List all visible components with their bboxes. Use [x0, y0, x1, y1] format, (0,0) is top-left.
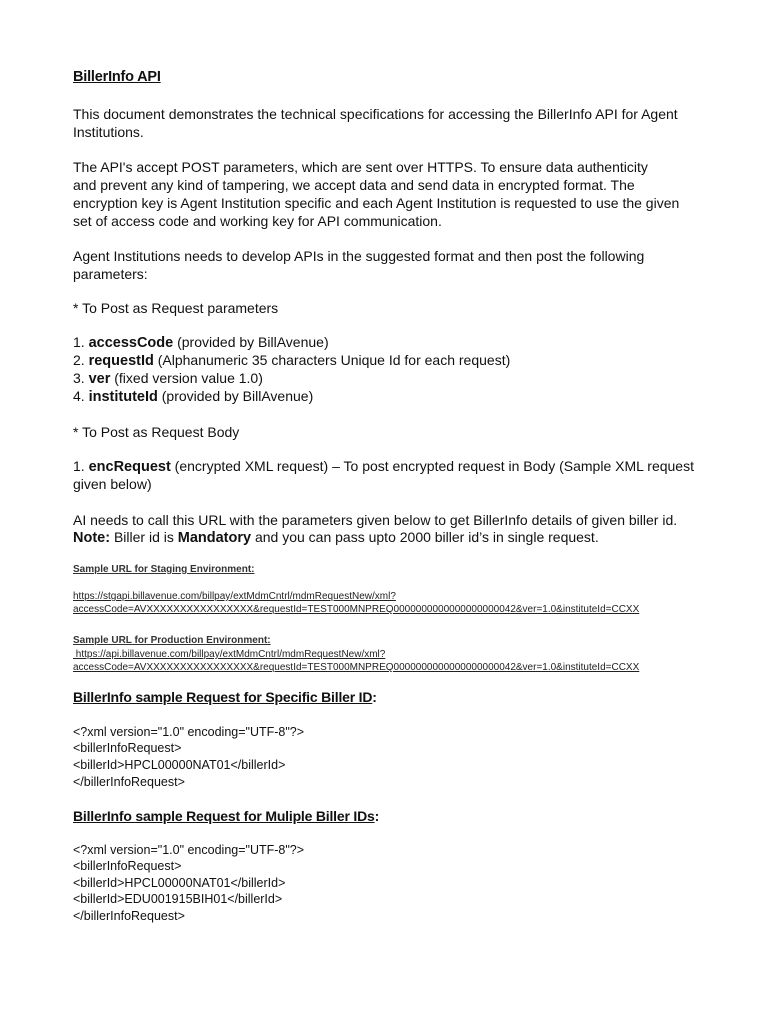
- list-item: [73, 369, 263, 388]
- xml-line: </billerInfoRequest>: [73, 775, 185, 789]
- ai-instruction-line: AI needs to call this URL with the parameters given below to get BillerInfo details of given biller id.: [73, 512, 678, 528]
- param-desc-continued: given below): [73, 476, 152, 492]
- url-line[interactable]: https://api.billavenue.com/billpay/extMdmCntrl/mdmRequestNew/xml?: [73, 649, 386, 660]
- section-heading: BillerInfo sample Request for Specific Biller ID: [73, 689, 373, 705]
- param-desc: (encrypted XML request) – To post encrypted request in Body (Sample XML request: [174, 458, 694, 474]
- paragraph-line: and prevent any kind of tampering, we accept data and send data in encrypted format. The: [73, 177, 635, 193]
- production-url-link[interactable]: [73, 648, 639, 674]
- xml-line: <?xml version="1.0" encoding="UTF-8"?>: [73, 843, 305, 857]
- url-line[interactable]: https://stgapi.billavenue.com/billpay/extMdmCntrl/mdmRequestNew/xml?: [73, 591, 396, 602]
- param-name: ver: [88, 371, 111, 387]
- xml-line: <billerId>EDU001915BIH01</billerId>: [73, 892, 283, 906]
- xml-line: <billerInfoRequest>: [73, 859, 182, 873]
- param-name: encRequest: [88, 459, 171, 475]
- list-item: [73, 457, 694, 476]
- heading-colon: :: [374, 808, 380, 824]
- list-item: [73, 387, 313, 406]
- list-number: 3.: [73, 370, 85, 386]
- param-name: instituteId: [88, 389, 158, 405]
- note-text: Biller id is: [113, 529, 174, 545]
- intro-paragraph: This document demonstrates the technical specifications for accessing the BillerInfo API for Agent Institutions.: [73, 106, 678, 140]
- production-url-heading: Sample URL for Production Environment:: [73, 635, 271, 646]
- sample1-heading: [73, 688, 377, 706]
- url-line[interactable]: accessCode=AVXXXXXXXXXXXXXXXX&requestId=TEST000MNPREQ0000000000000000000042&ver=1.0&instituteId=CCXX: [73, 604, 640, 615]
- param-desc: (fixed version value 1.0): [114, 370, 263, 386]
- paragraph-line: parameters:: [73, 266, 148, 282]
- paragraph-line: encryption key is Agent Institution specific and each Agent Institution is requested to use the given: [73, 195, 680, 211]
- sample2-heading: [73, 807, 379, 825]
- param-name: requestId: [88, 353, 154, 369]
- request-params-heading: * To Post as Request parameters: [73, 300, 279, 316]
- xml-line: <billerInfoRequest>: [73, 741, 182, 755]
- note-text: and you can pass upto 2000 biller id’s in single request.: [254, 529, 599, 545]
- param-desc: (provided by BillAvenue): [177, 334, 329, 350]
- note-label: Note:: [73, 530, 111, 546]
- xml-line: </billerInfoRequest>: [73, 909, 185, 923]
- paragraph-line: set of access code and working key for API communication.: [73, 213, 442, 229]
- page-title: BillerInfo API: [73, 69, 161, 85]
- list-item: [73, 333, 329, 352]
- url-line[interactable]: accessCode=AVXXXXXXXXXXXXXXXX&requestId=TEST000MNPREQ0000000000000000000042&ver=1.0&instituteId=CCXX: [73, 662, 640, 673]
- paragraph-line: The API's accept POST parameters, which are sent over HTTPS. To ensure data authenticity: [73, 159, 648, 175]
- section-heading: BillerInfo sample Request for Muliple Biller IDs: [73, 808, 375, 824]
- request-body-heading: * To Post as Request Body: [73, 424, 240, 440]
- xml-line: <billerId>HPCL00000NAT01</billerId>: [73, 876, 286, 890]
- note-line: [73, 528, 599, 547]
- xml-line: <?xml version="1.0" encoding="UTF-8"?>: [73, 725, 305, 739]
- heading-colon: :: [372, 689, 377, 705]
- staging-url-link[interactable]: [73, 590, 639, 616]
- list-number: 2.: [73, 352, 85, 368]
- list-number: 1.: [73, 334, 85, 350]
- param-desc: (Alphanumeric 35 characters Unique Id for each request): [157, 352, 511, 368]
- param-name: accessCode: [88, 335, 174, 351]
- list-item: [73, 351, 510, 370]
- paragraph-line: Agent Institutions needs to develop APIs in the suggested format and then post the following: [73, 248, 645, 264]
- staging-url-heading: Sample URL for Staging Environment:: [73, 564, 255, 575]
- list-number: 1.: [73, 458, 85, 474]
- xml-line: <billerId>HPCL00000NAT01</billerId>: [73, 758, 286, 772]
- mandatory-label: Mandatory: [177, 530, 252, 546]
- param-desc: (provided by BillAvenue): [161, 388, 314, 404]
- list-number: 4.: [73, 388, 85, 404]
